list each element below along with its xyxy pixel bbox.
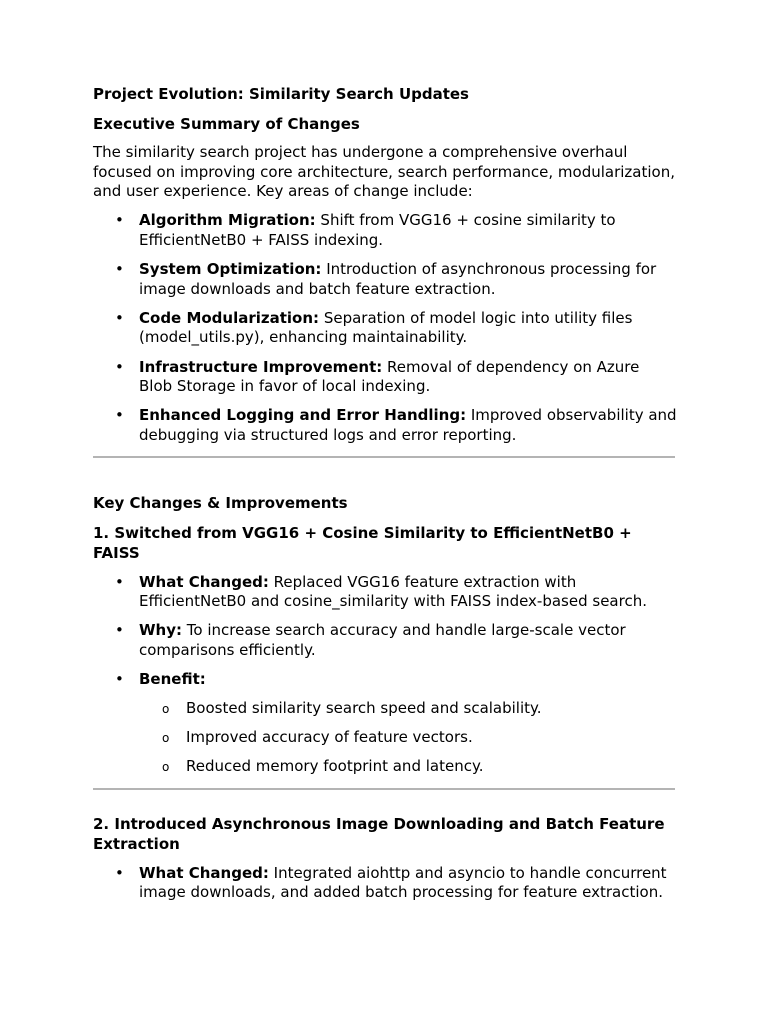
key-changes-heading: Key Changes & Improvements <box>93 494 348 513</box>
bullet-icon: • <box>115 670 124 689</box>
circle-bullet-icon: o <box>162 702 170 717</box>
change-2-heading: 2. Introduced Asynchronous Image Downloading and Batch Feature Extraction <box>93 814 665 853</box>
change-1-list <box>93 573 677 690</box>
bullet-icon: • <box>115 211 124 230</box>
benefit-sublist <box>93 699 677 777</box>
item-label: Algorithm Migration: <box>139 211 316 230</box>
bullet-icon: • <box>115 406 124 425</box>
list-item <box>93 309 677 348</box>
sub-item-text: Boosted similarity search speed and scalability. <box>186 699 542 718</box>
item-label: Why: <box>139 621 183 640</box>
bullet-icon: • <box>115 572 124 591</box>
item-label: Infrastructure Improvement: <box>139 357 383 376</box>
item-text: Introduction of asynchronous processing for image downloads and batch feature extraction. <box>139 260 657 298</box>
sub-list-item <box>93 728 677 748</box>
change-2-list <box>93 864 677 903</box>
item-label: Code Modularization: <box>139 308 320 327</box>
item-text: Integrated aiohttp and asyncio to handle concurrent image downloads, and added batch processing for feature extraction. <box>139 863 667 902</box>
item-label: What Changed: <box>139 572 269 591</box>
exec-summary-heading: Executive Summary of Changes <box>93 114 360 133</box>
list-item <box>93 406 677 445</box>
change-1-heading: 1. Switched from VGG16 + Cosine Similarity to EfficientNetB0 + FAISS <box>93 524 632 562</box>
item-label: Enhanced Logging and Error Handling: <box>139 406 467 425</box>
bullet-icon: • <box>115 357 124 376</box>
sub-list-item <box>93 699 677 719</box>
sub-item-text: Reduced memory footprint and latency. <box>186 757 484 776</box>
list-item <box>93 621 677 660</box>
item-label: System Optimization: <box>139 260 322 279</box>
exec-summary-list <box>93 211 677 445</box>
item-text: To increase search accuracy and handle large-scale vector comparisons efficiently. <box>139 621 626 659</box>
bullet-icon: • <box>115 260 124 279</box>
document-title: Project Evolution: Similarity Search Updates <box>93 85 469 103</box>
item-text: Improved observability and debugging via structured logs and error reporting. <box>139 406 677 444</box>
exec-summary-intro: The similarity search project has undergone a comprehensive overhaul focused on improving core architecture, search performance, modularization, and user experience. Key areas of change include: <box>93 143 675 201</box>
item-label: Benefit: <box>139 670 206 689</box>
bullet-icon: • <box>115 863 124 882</box>
horizontal-divider <box>93 788 675 790</box>
list-item <box>93 864 677 903</box>
horizontal-divider <box>93 456 675 458</box>
item-text: Replaced VGG16 feature extraction with EfficientNetB0 and cosine_similarity with FAISS index-based search. <box>139 572 647 611</box>
list-item <box>93 211 677 250</box>
item-text: Separation of model logic into utility files (model_utils.py), enhancing maintainability. <box>139 308 633 347</box>
bullet-icon: • <box>115 308 124 327</box>
sub-list-item <box>93 757 677 777</box>
list-item <box>93 260 677 299</box>
bullet-icon: • <box>115 621 124 640</box>
document-page <box>93 85 677 903</box>
circle-bullet-icon: o <box>162 760 170 775</box>
item-label: What Changed: <box>139 863 269 882</box>
circle-bullet-icon: o <box>162 731 170 746</box>
list-item <box>93 573 677 612</box>
item-text: Shift from VGG16 + cosine similarity to EfficientNetB0 + FAISS indexing. <box>139 211 616 250</box>
list-item <box>93 670 677 690</box>
list-item <box>93 358 677 397</box>
item-text: Removal of dependency on Azure Blob Storage in favor of local indexing. <box>139 357 640 396</box>
sub-item-text: Improved accuracy of feature vectors. <box>186 728 473 747</box>
